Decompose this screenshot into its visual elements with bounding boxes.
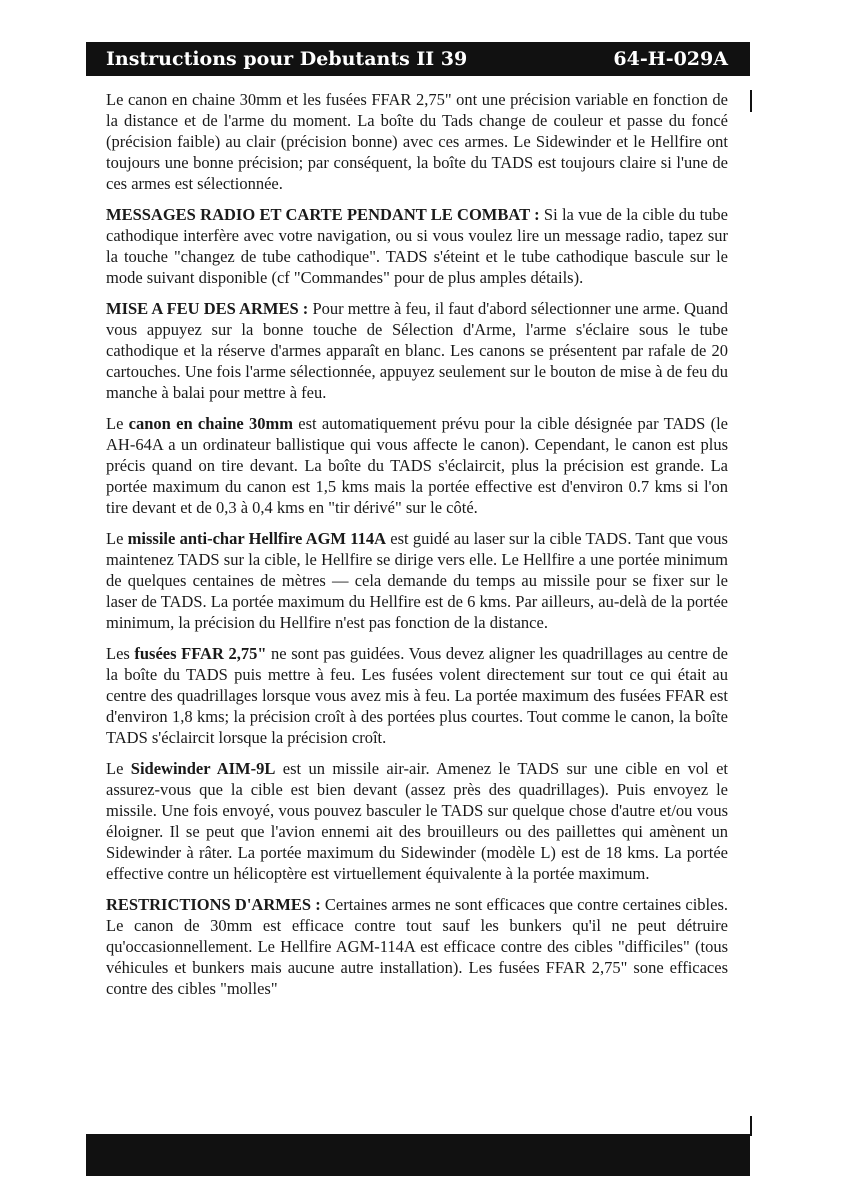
paragraph-weapon-restrictions: RESTRICTIONS D'ARMES : Certaines armes ne sont efficaces que contre certaines cibles. Le canon de 30mm est efficace contre tout sauf les bunkers qu'il ne peut détruire qu'occasionnellement. Le Hellfire AGM-114A est efficace contre des cibles "difficiles" (tous véhicules et bunkers mais aucune autre installation). Les fusées FFAR 2,75" sone efficaces contre des cibles "molles" — [106, 895, 728, 998]
document-code: 64-H-029A — [613, 48, 728, 70]
paragraph-ffar-rockets: Les fusées FFAR 2,75" ne sont pas guidées. Vous devez aligner les quadrillages au centre de la boîte du TADS puis mettre à feu. Les fusées volent directement sur tout ce qui était au centre des quadrillages lorsque vous avez mis à feu. La portée maximum des fusées FFAR est d'environ 1,8 kms; la précision croît à des portées plus courtes. Tout comme le canon, la boîte TADS s'éclaircit lorsque la précision croît. — [106, 644, 728, 747]
paragraph-radio-messages: MESSAGES RADIO ET CARTE PENDANT LE COMBAT : Si la vue de la cible du tube cathodique interfère avec votre navigation, ou si vous voulez lire un message radio, tapez sur la touche "changez de tube cathodique". TADS s'éteint et le tube cathodique bascule sur le mode suivant disponible (cf "Commandes" pour de plus amples détails). — [106, 205, 728, 287]
page-footer — [86, 1134, 750, 1176]
body-text — [106, 89, 728, 999]
header-title: Instructions pour Debutants II 39 — [106, 48, 468, 70]
margin-rule-top — [750, 90, 752, 112]
margin-rule-bottom — [750, 1116, 752, 1136]
paragraph-sidewinder: Le Sidewinder AIM-9L est un missile air-air. Amenez le TADS sur une cible en vol et assurez-vous que la cible est bien devant (assez près des quadrillages). Puis envoyez le missile. Une fois envoyé, vous pouvez basculer le TADS sur quelque chose d'autre et/ou vous éloigner. Il se peut que l'avion ennemi ait des brouilleurs ou des paillettes qui amènent un Sidewinder à râter. La portée maximum du Sidewinder (modèle L) est de 18 kms. La portée effective contre un hélicoptère est virtuellement équivalente à la portée maximum. — [106, 759, 729, 883]
paragraph-chain-gun: Le canon en chaine 30mm est automatiquement prévu pour la cible désignée par TADS (le AH-64A a un ordinateur ballistique qui vous affecte le canon). Cependant, le canon est plus précis quand on tire devant. La boîte du TADS s'éclaircit, plus la précision est grande. La portée maximum du canon est 1,5 kms mais la portée effective est d'environ 0.7 kms si l'on tire devant et de 0,3 à 0,4 kms en "tir dérivé" sur le côté. — [106, 414, 729, 517]
paragraph-firing-weapons: MISE A FEU DES ARMES : Pour mettre à feu, il faut d'abord sélectionner une arme. Quand vous appuyez sur la bonne touche de Sélection d'Arme, l'arme s'éclaire sous le tube cathodique et la réserve d'armes apparaît en blanc. Les canons se présentent par rafale de 20 cartouches. Une fois l'arme sélectionnée, appuyez seulement sur le bouton de mise à de feu du manche à balai pour mettre à feu. — [106, 299, 728, 402]
paragraph-hellfire: Le missile anti-char Hellfire AGM 114A est guidé au laser sur la cible TADS. Tant que vous maintenez TADS sur la cible, le Hellfire se dirige vers elle. Le Hellfire a une portée minimum de quelques centaines de mètres — cela demande du temps au missile pour se fixer sur le laser de TADS. La portée maximum du Hellfire est de 6 kms. Par ailleurs, au-delà de la portée minimum, la précision du Hellfire n'est pas fonction de la distance. — [106, 529, 728, 632]
page-header — [86, 42, 750, 76]
paragraph-precision: Le canon en chaine 30mm et les fusées FFAR 2,75" ont une précision variable en fonction de la distance et de l'arme du moment. La boîte du Tads change de couleur et passe du foncé (précision faible) au clair (précision bonne) avec ces armes. Le Sidewinder et le Hellfire ont toujours une bonne précision; par conséquent, la boîte du TADS est toujours claire si l'une de ces armes est sélectionnée. — [106, 90, 728, 193]
